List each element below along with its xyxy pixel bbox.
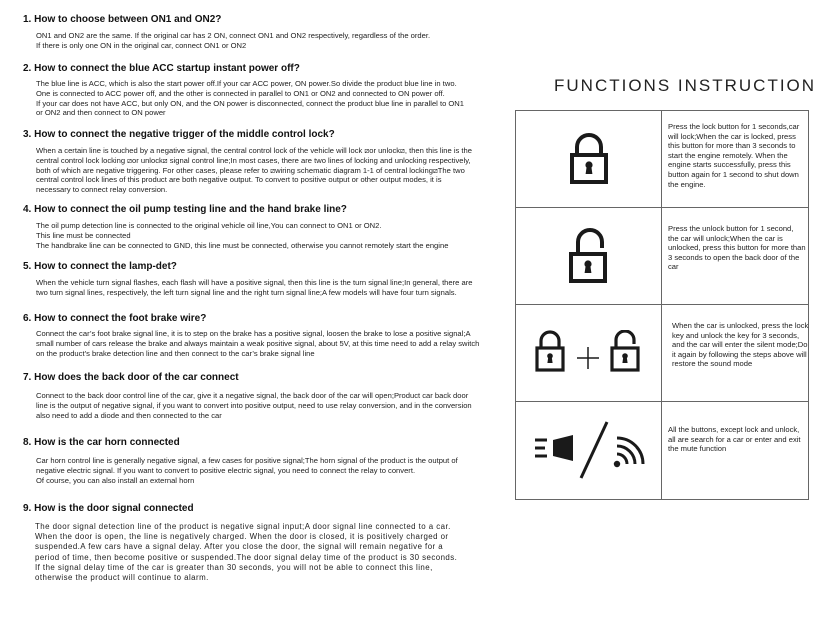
faq-answer-1: ON1 and ON2 are the same. If the original car has 2 ON, connect ON1 and ON2 respectively, regardless of the order. If there is only one ON in the original car, connect ON1 or ON2	[36, 31, 431, 50]
function-row-unlock	[516, 208, 808, 305]
faq-question-5: 5. How to connect the lamp-det?	[23, 261, 177, 272]
function-icon-cell	[516, 402, 662, 499]
functions-table	[515, 110, 809, 500]
faq-question-4: 4. How to connect the oil pump testing line and the hand brake line?	[23, 204, 347, 215]
faq-answer-2: The blue line is ACC, which is also the start power off.If your car ACC power, ON power.So divide the product blue line in two. One is connected to ACC power off, and the other is connected in parallel to ON1 or ON2 and connected to ON power off. If your car does not have ACC, but only ON, and the ON power is disconnected, connect the product blue line in parallel to ON1 or ON2 and then connect to ON power	[36, 79, 465, 118]
lock-plus-unlock-icon	[534, 330, 644, 376]
function-desc-search: All the buttons, except lock and unlock, all are search for a car or enter and exit the mute function	[668, 425, 801, 454]
function-row-lock	[516, 111, 808, 208]
faq-answer-4: The oil pump detection line is connected to the original vehicle oil line,You can connect to ON1 or ON2. This line must be connected The handbrake line can be connected to GND, this line must be connected, otherwise you cannot remotely start the engine	[36, 221, 449, 250]
search-mute-icon	[533, 418, 645, 484]
faq-answer-8: Car horn control line is generally negative signal, a few cases for positive signal;The horn signal of the product is the output of negative electric signal. If you want to convert to positive electric signal, you need to connect the relay to convert. Of course, you can also install an external horn	[36, 456, 458, 485]
faq-answer-3: When a certain line is touched by a negative signal, the central control lock of the vehicle will lock ⧄or unlock⧄, then this line is the central control lock locking ⧄or unlock⧄ signal control line;In most cases, there are two lines of locking and unlocking respectively, both of which are negative triggering. For other cases, please refer to ⧄wiring schematic diagram 1-1 of central locking⧄The two central control lock lines of this product are both negative output. To convert to positive output or other output modes, it is necessary to connect relay conversion.	[36, 146, 472, 195]
faq-question-8: 8. How is the car horn connected	[23, 437, 180, 448]
function-desc-unlock: Press the unlock button for 1 second, the car will unlock;When the car is unlocked, press this button for more than 3 seconds to open the back door of the car	[668, 224, 806, 272]
unlock-icon	[568, 228, 610, 284]
functions-title: FUNCTIONS INSTRUCTION	[554, 76, 817, 95]
faq-question-3: 3. How to connect the negative trigger of the middle control lock?	[23, 129, 335, 140]
faq-question-6: 6. How to connect the foot brake wire?	[23, 313, 207, 324]
function-icon-cell	[516, 305, 662, 401]
function-icon-cell	[516, 111, 662, 207]
faq-question-7: 7. How does the back door of the car connect	[23, 372, 239, 383]
faq-question-1: 1. How to choose between ON1 and ON2?	[23, 14, 222, 25]
lock-icon	[569, 133, 609, 185]
function-icon-cell	[516, 208, 662, 304]
function-row-search	[516, 402, 808, 499]
faq-answer-7: Connect to the back door control line of the car, give it a negative signal, the back door of the car will open;Product car back door line is the output of negative signal, if you want to convert into positive output, need to use relay conversion, and in the conversion also need to add a diode and then connected to the car	[36, 391, 472, 420]
function-row-silent	[516, 305, 808, 402]
function-desc-silent: When the car is unlocked, press the lock key and unlock the key for 3 seconds, and the car will enter the silent mode;Do it again by following the steps above will restore the sound mode	[672, 321, 809, 369]
faq-question-9: 9. How is the door signal connected	[23, 503, 194, 514]
faq-question-2: 2. How to connect the blue ACC startup instant power off?	[23, 63, 300, 74]
faq-answer-6: Connect the car’s foot brake signal line, it is to step on the brake has a positive signal, loosen the brake to lose a positive signal;A small number of cars release the brake and always maintain a weak positive signal, about 5V, at this time need to add a relay switch on the product’s brake detection line and then connect to the car’s brake signal line	[36, 329, 480, 358]
faq-answer-5: When the vehicle turn signal flashes, each flash will have a positive signal, then this line is the turn signal line;In general, there are two turn signal lines, respectively, the left turn signal line and the right turn signal line;A few models will have four turn signals.	[36, 278, 473, 297]
function-desc-lock: Press the lock button for 1 seconds,car will lock;When the car is locked, press this button for more than 3 seconds to start the engine remotely. When the engine starts successfully, press this button again for 1 second to shut down the engine.	[668, 122, 800, 189]
faq-answer-9: The door signal detection line of the product is negative signal input;A door signal line connected to a car. When the door is open, the line is negatively charged. When the door is closed, it is positively charged or suspended.A few cars have a signal delay. After you close the door, the signal will remain negative for a period of time, then become positive or suspended.The door signal delay time of the product is 30 seconds. If the signal delay time of the car is greater than 30 seconds, you will not be able to connect this line, otherwise the product will continue to alarm.	[35, 522, 458, 583]
